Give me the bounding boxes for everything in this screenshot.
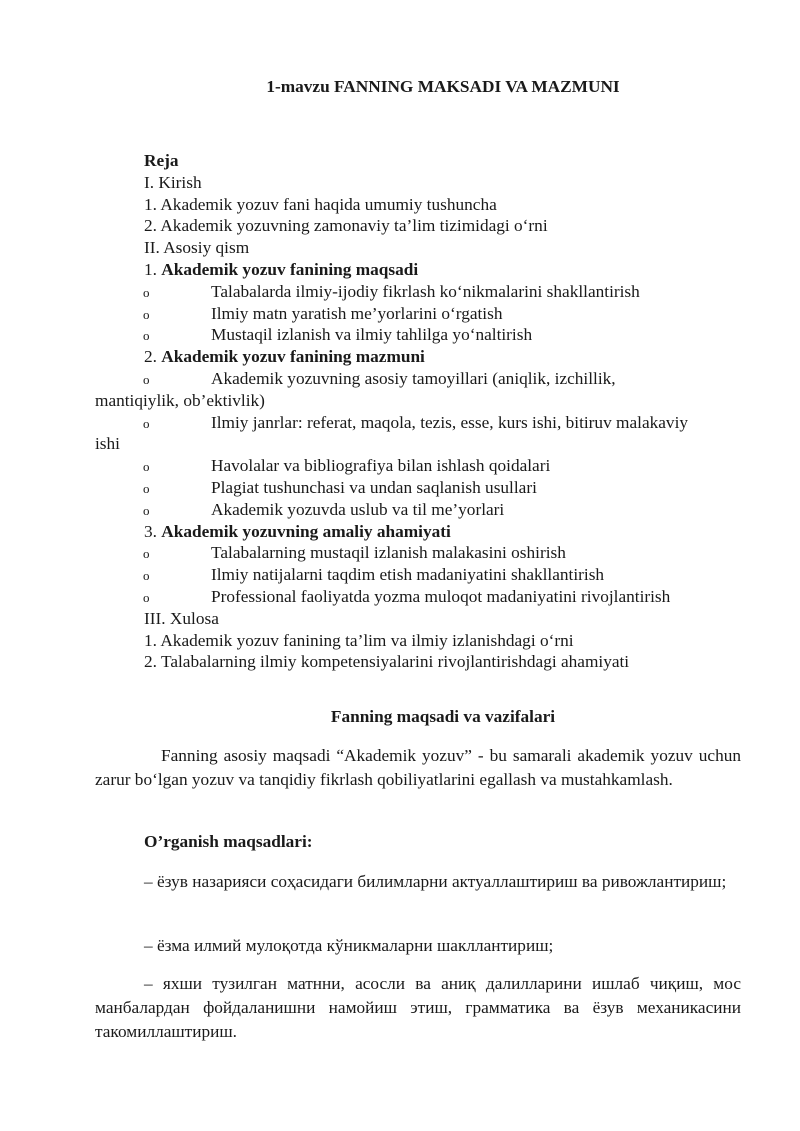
section-3-title: 3. Akademik yozuvning amaliy ahamiyati [144,521,451,541]
list-item: o Talabalarda ilmiy-ijodiy fikrlash ko‘nikmalarini shakllantirish [0,281,800,303]
bullet-icon: o [143,480,150,496]
bullet-icon: o [143,306,150,322]
paragraph: Fanning asosiy maqsadi “Akademik yozuv” - bu samarali akademik yozuv uchun zarur bo‘lgan yozuv va tanqidiy fikrlash qobiliyatlarini egallash va mustahkamlash. [95,746,741,789]
bullet-icon: o [143,284,150,300]
bullet-icon: o [143,502,150,518]
intro-label: I. Kirish [144,172,202,192]
list-item: o Ilmiy janrlar: referat, maqola, tezis, esse, kurs ishi, bitiruv malakaviy [0,412,800,434]
list-item: o Akademik yozuvda uslub va til me’yorlari [0,499,800,521]
list-item-continuation: mantiqiylik, ob’ektivlik) [95,390,265,410]
bullet-icon: o [143,459,150,475]
plan-outline [0,150,800,673]
section-2-title: 2. Akademik yozuv fanining mazmuni [144,347,425,367]
list-item-continuation: ishi [95,434,120,454]
bullet-icon: o [143,328,150,344]
intro-item: 2. Akademik yozuvning zamonaviy ta’lim tizimidagi o‘rni [144,216,548,236]
list-item: o Akademik yozuvning asosiy tamoyillari (aniqlik, izchillik, [0,368,800,390]
bullet-icon: o [143,546,150,562]
section-1-title: 1. Akademik yozuv fanining maqsadi [144,259,419,279]
bullet-icon: o [143,568,150,584]
list-item: o Havolalar va bibliografiya bilan ishlash qoidalari [0,455,800,477]
goals-heading: O’rganish maqsadlari: [144,832,313,851]
page-title: 1-mavzu FANNING MAKSADI VA MAZMUNI [266,77,620,96]
list-item: o Mustaqil izlanish va ilmiy tahlilga yo‘naltirish [0,324,800,346]
conclusion-label: III. Xulosa [144,608,219,628]
conclusion-item: 1. Akademik yozuv fanining ta’lim va ilmiy izlanishdagi o‘rni [144,630,574,650]
intro-item: 1. Akademik yozuv fani haqida umumiy tushuncha [144,194,497,214]
bullet-icon: o [143,371,150,387]
main-label: II. Asosiy qism [144,238,250,258]
bullet-icon: o [143,589,150,605]
list-item: o Ilmiy natijalarni taqdim etish madaniyatini shakllantirish [0,564,800,586]
goal-item: – ёзув назарияси соҳасидаги билимларни актуаллаштириш ва ривожлантириш; [144,872,727,891]
goal-item: – ёзма илмий мулоқотда кўникмаларни шакллантириш; [144,936,554,955]
list-item: o Professional faoliyatda yozma muloqot madaniyatini rivojlantirish [0,586,800,608]
bullet-icon: o [143,415,150,431]
conclusion-item: 2. Talabalarning ilmiy kompetensiyalarini rivojlantirishdagi ahamiyati [144,652,630,672]
plan-heading: Reja [144,151,179,170]
section-heading: Fanning maqsadi va vazifalari [330,707,556,726]
list-item: o Plagiat tushunchasi va undan saqlanish usullari [0,477,800,499]
list-item: o Talabalarning mustaqil izlanish malakasini oshirish [0,542,800,564]
list-item: o Ilmiy matn yaratish me’yorlarini o‘rgatish [0,303,800,325]
goal-item: – яхши тузилган матнни, асосли ва аниқ далилларини ишлаб чиқиш, мос манбалардан фойдаланишни намойиш этиш, грамматика ва ёзув механикасини такомиллаштириш. [95,974,741,1041]
